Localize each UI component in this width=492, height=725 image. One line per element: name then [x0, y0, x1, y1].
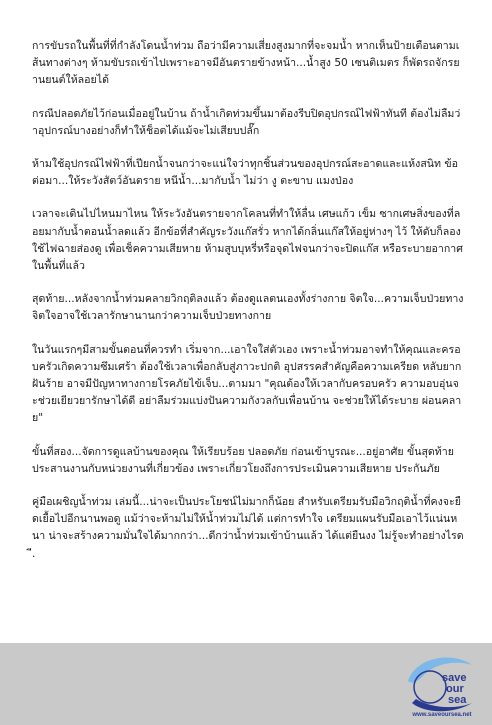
saveoursea-logo-icon — [402, 651, 484, 721]
document-body — [32, 38, 464, 579]
paragraph-first-days: ในวันแรกๆมีสามขั้นตอนที่ควรทำ เริ่มจาก...เอาใจใส่ตัวเอง เพราะน้ำท่วมอาจทำให้คุณและครอบครัวเกิดความซึมเศร้า ต้องใช้เวลาเพื่อกลับสู่ภาวะปกติ อุปสรรคสำคัญคือความเครียด หลับยาก ฝันร้าย อาจมีปัญหาทางกายโรคภัยไข้เจ็บ...ตามมา "คุณต้องให้เวลากับครอบครัว ความอบอุ่นจะช่วยเยียวยารักษาได้ดี อย่าลืมร่วมแบ่งปันความกังวลกับเพื่อนบ้าน จะช่วยให้ได้ระบาย ผ่อนคลาย" — [32, 343, 462, 425]
paragraph-walking-hazards: เวลาจะเดินไปไหนมาไหน ให้ระวังอันตรายจากโคลนที่ทำให้ลื่น เศษแก้ว เข็ม ซากเศษสิ่งของที่ลอยมากับน้ำตอนน้ำลดแล้ว อีกข้อที่สำคัญระวังแก๊สรั่ว หากได้กลิ่นแก๊สให้อยู่ห่างๆ ไว้ ให้ดับก็ลองใช้ไฟฉายส่องดู เพื่อเช็คความเสียหาย ห้ามสูบบุหรี่หรือจุดไฟจนกว่าจะปิดแก๊ส หรือระบายอากาศในพื้นที่แล้ว — [32, 208, 463, 273]
paragraph-second-step: ขั้นที่สอง...จัดการดูแลบ้านของคุณ ให้เรียบร้อย ปลอดภัย ก่อนเข้าบูรณะ...อยู่อาศัย ขั้นสุดท้าย ประสานงานกับหน่วยงานที่เกี่ยวข้อง เพราะเกี่ยวโยงถึงการประเมินความเสียหาย ประกันภัย — [32, 445, 454, 475]
paragraph-wet-appliances: ห้ามใช้อุปกรณ์ไฟฟ้าที่เปียกน้ำจนกว่าจะแน่ใจว่าทุกชิ้นส่วนของอุปกรณ์สะอาดและแห้งสนิท ข้อต่อมา...ให้ระวังสัตว์อันตราย หนีน้ำ...มากับน้ำ ไม่ว่า งู ตะขาบ แมงป่อง — [32, 158, 459, 188]
logo-word-sea: sea — [448, 694, 467, 706]
paragraph-aftermath: สุดท้าย...หลังจากน้ำท่วมคลายวิกฤติลงแล้ว ต้องดูแลตนเองทั้งร่างกาย จิตใจ...ความเจ็บป่วยทางจิตใจอาจใช้เวลารักษานานกว่าความเจ็บป่วยทางกาย — [32, 293, 464, 323]
paragraph-electrical: กรณีปลอดภัยไว้ก่อนเมื่ออยู่ในบ้าน ถ้าน้ำเกิดท่วมขึ้นมาต้องรีบปิดอุปกรณ์ไฟฟ้าทันที ต้องไม่ลืมว่าอุปกรณ์บางอย่างก็ทำให้ช็อตได้แม้จะไม่เสียบปลั๊ก — [32, 107, 461, 137]
paragraph-driving: การขับรถในพื้นที่ที่กำลังโดนน้ำท่วม ถือว่ามีความเสี่ยงสูงมากที่จะจมน้ำ หากเห็นป้ายเตือนตามเส้นทางต่างๆ ห้ามขับรถเข้าไปเพราะอาจมีอันตรายข้างหน้า...น้ำสูง 50 เซนติเมตร ก็พัดรถจักรยานยนต์ให้ลอยได้ — [32, 40, 460, 87]
logo-word-save: save — [442, 672, 467, 684]
logo-word-our: our — [446, 683, 464, 695]
paragraph-closing: คู่มือเผชิญน้ำท่วม เล่มนี้...น่าจะเป็นประโยชน์ไม่มากก็น้อย สำหรับเตรียมรับมือวิกฤติน้ำที่คงจะยืดเยื้อไปอีกนานพอดู แม้ว่าจะห้ามไม่ให้น้ำท่วมไม่ได้ แต่การทำใจ เตรียมแผนรับมือเอาไว้แน่นหนา น่าจะสร้างความมั่นใจได้มากกว่า...ดีกว่าน้ำท่วมเข้าบ้านแล้ว ได้แต่ยืนงง ไม่รู้จะทำอย่างไรดี. — [32, 496, 464, 560]
logo-url[interactable]: www.saveoursea.net — [412, 712, 472, 718]
